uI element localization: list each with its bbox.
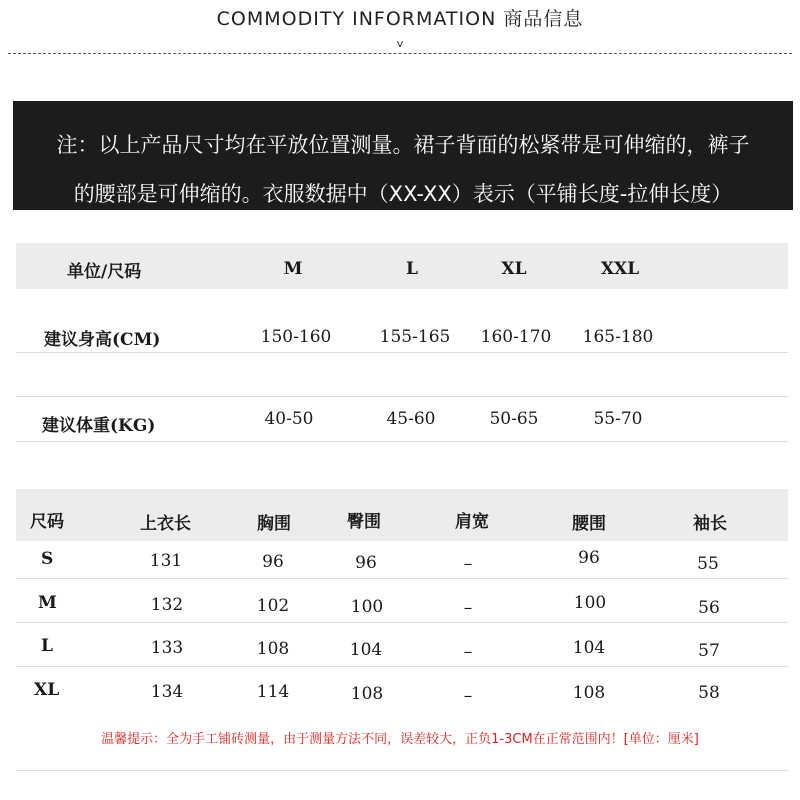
weight-value: 40-50 — [264, 409, 314, 429]
table-row-size: XL — [34, 680, 60, 700]
table-cell: 100 — [573, 593, 607, 613]
row-divider — [16, 578, 788, 579]
size-guide-size: XL — [501, 259, 527, 279]
table-row-size: L — [41, 636, 53, 656]
table-cell: 96 — [578, 548, 600, 568]
table-cell: 104 — [349, 640, 383, 660]
table-cell: 56 — [698, 598, 720, 618]
measure-header: 上衣长 — [140, 514, 191, 534]
note-box — [13, 101, 793, 210]
table-cell: 57 — [698, 641, 720, 661]
height-value: 155-165 — [379, 327, 451, 347]
measure-header: 胸围 — [257, 514, 291, 534]
table-cell: 134 — [150, 682, 184, 702]
weight-value: 45-60 — [386, 409, 436, 429]
row-divider — [16, 352, 788, 353]
measure-header: 腰围 — [572, 514, 606, 534]
table-cell: 96 — [355, 553, 377, 573]
height-value: 165-180 — [582, 327, 654, 347]
measure-header: 臀围 — [347, 512, 381, 532]
table-cell: 102 — [256, 596, 290, 616]
table-cell: 108 — [572, 683, 606, 703]
measure-header: 肩宽 — [455, 512, 489, 532]
measure-header: 尺码 — [30, 512, 64, 532]
bottom-divider — [16, 770, 788, 771]
measure-table-header-band — [16, 489, 788, 541]
height-value: 150-160 — [260, 327, 332, 347]
weight-value: 50-65 — [489, 409, 539, 429]
warm-tip: 温馨提示：全为手工铺砖测量，由于测量方法不同，误差较大，正负1-3CM在正常范围内！[单位：厘米] — [101, 732, 699, 747]
page-title: COMMODITY INFORMATION 商品信息 — [216, 8, 584, 30]
table-cell: 58 — [698, 683, 720, 703]
note-line-2: 的腰部是可伸缩的。衣服数据中（XX-XX）表示（平铺长度-拉伸长度） — [73, 182, 733, 206]
table-cell: 132 — [150, 595, 184, 615]
height-label: 建议身高(CM) — [44, 330, 161, 350]
table-cell: 55 — [697, 554, 719, 574]
table-cell: – — [463, 642, 473, 662]
row-divider — [16, 666, 788, 667]
weight-label: 建议体重(KG) — [42, 416, 156, 436]
table-cell: 100 — [350, 597, 384, 617]
note-line-1: 注：以上产品尺寸均在平放位置测量。裙子背面的松紧带是可伸缩的，裤子 — [56, 133, 750, 157]
table-cell: 96 — [262, 552, 284, 572]
table-cell: – — [463, 598, 473, 618]
measure-header: 袖长 — [693, 514, 727, 534]
size-guide-size: M — [283, 259, 303, 279]
size-guide-size: L — [406, 259, 418, 279]
weight-value: 55-70 — [593, 409, 643, 429]
table-cell: – — [463, 686, 473, 706]
size-guide-header-label: 单位/尺码 — [67, 262, 142, 282]
height-value: 160-170 — [480, 327, 552, 347]
table-row-size: M — [38, 593, 57, 613]
row-divider — [16, 622, 788, 623]
table-cell: – — [463, 554, 473, 574]
table-cell: 104 — [572, 638, 606, 658]
row-divider — [16, 396, 788, 397]
table-cell: 133 — [150, 638, 184, 658]
chevron-down-icon: v — [396, 37, 404, 50]
table-cell: 108 — [256, 639, 290, 659]
dashed-divider — [8, 53, 792, 54]
size-guide-size: XXL — [600, 259, 640, 279]
table-row-size: S — [41, 549, 54, 569]
table-cell: 108 — [350, 684, 384, 704]
row-divider — [16, 441, 788, 442]
table-cell: 131 — [149, 551, 183, 571]
table-cell: 114 — [256, 682, 290, 702]
